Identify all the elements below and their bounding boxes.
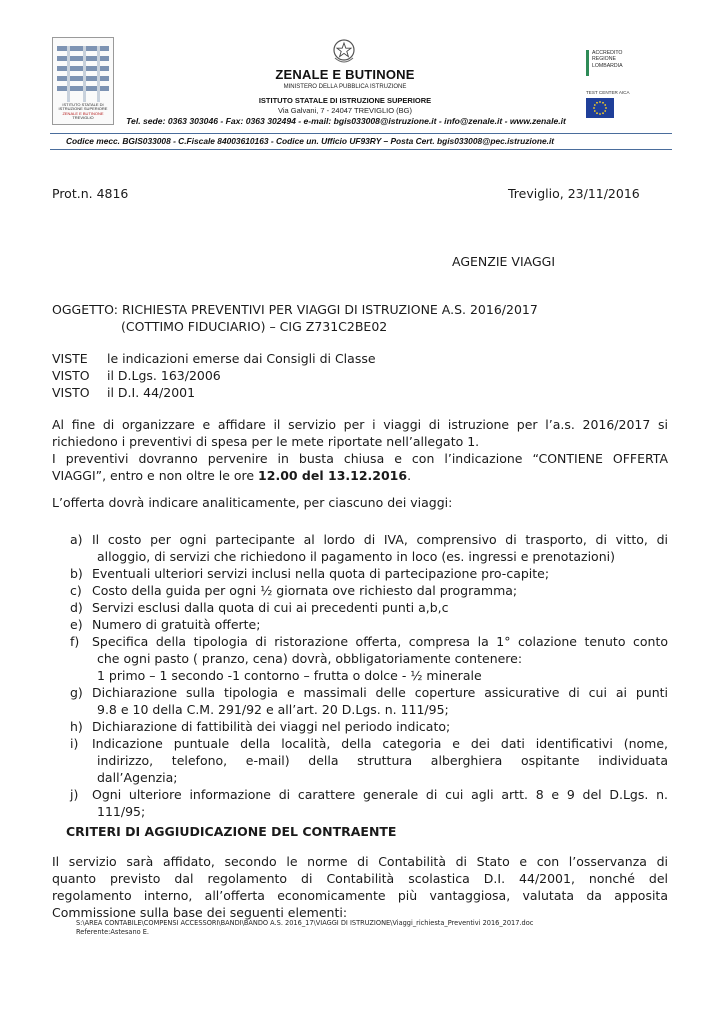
letterhead-divider-bottom bbox=[50, 149, 672, 150]
ministry-name: MINISTERO DELLA PUBBLICA ISTRUZIONE bbox=[283, 84, 407, 90]
list-item: d) Servizi esclusi dalla quota di cui ai precedenti punti a,b,c bbox=[70, 600, 449, 615]
protocol-number: Prot.n. 4816 bbox=[52, 186, 129, 201]
list-item: i) Indicazione puntuale della località, della categoria e dei dati identificativi (nome, indirizzo, telefono, e-mail) della struttura alberghiera ospitante individuata dall’Agenzia; bbox=[70, 736, 668, 785]
school-codes: Codice mecc. BGIS033008 - C.Fiscale 84003610163 - Codice un. Ufficio UF93RY – Posta Cert. bgis033008@pec.istruzione.it bbox=[66, 136, 555, 146]
referent-footer: Referente:Astesano E. bbox=[76, 928, 150, 936]
school-name: ZENALE E BUTINONE bbox=[275, 67, 415, 82]
request-paragraph: Al fine di organizzare e affidare il servizio per i viaggi di istruzione per l’a.s. 2016/2017 si richiedono i preventivi di spesa per le mete riportate nell’allegato 1. I preventivi dovranno pervenire in busta chiusa e con l’indicazione “CONTIENE OFFERTA VIAGGI”, entro e non oltre le ore 12.00 del 13.12.2016. bbox=[52, 417, 668, 483]
place-date: Treviglio, 23/11/2016 bbox=[508, 186, 640, 201]
list-item: e) Numero di gratuità offerte; bbox=[70, 617, 261, 632]
list-item: a) Il costo per ogni partecipante al lordo di IVA, comprensivo di trasporto, di vitto, di alloggio, di servizi che richiedono il pagamento in loco (es. ingressi e prenotazioni) bbox=[70, 532, 668, 564]
reference-item: VISTO il D.Lgs. 163/2006 bbox=[52, 368, 221, 383]
reference-item: VISTO il D.I. 44/2001 bbox=[52, 385, 196, 400]
logo-caption: ISTITUTO STATALE DI ISTRUZIONE SUPERIORE ZENALE E BUTINONE TREVIGLIO bbox=[58, 101, 108, 121]
school-contacts: Tel. sede: 0363 303046 - Fax: 0363 302494 - e-mail: bgis033008@istruzione.it - info@zenale.it - www.zenale.it bbox=[126, 116, 566, 126]
file-path-footer: S:\AREA CONTABILE\COMPENSI ACCESSORI\BANDI\BANDO A.S. 2016_17\VIAGGI DI ISTRUZIONE\Viaggi_richiesta_Preventivi 2016_2017.doc bbox=[76, 919, 534, 927]
requirements-list bbox=[70, 531, 668, 820]
letterhead-divider bbox=[50, 133, 672, 134]
subject-line: OGGETTO: RICHIESTA PREVENTIVI PER VIAGGI DI ISTRUZIONE A.S. 2016/2017 bbox=[52, 302, 538, 317]
criteria-paragraph: Il servizio sarà affidato, secondo le norme di Contabilità di Stato e con l’osservanza di quanto previsto dal regolamento di Contabilità scolastica D.I. 44/2001, nonché del regolamento interno, all’offerta economicamente più vantaggiosa, valutata da apposita Commissione sulla base dei seguenti elementi: bbox=[52, 854, 668, 920]
reference-item: VISTE le indicazioni emerse dai Consigli di Classe bbox=[52, 351, 376, 366]
institute-type: ISTITUTO STATALE DI ISTRUZIONE SUPERIORE bbox=[258, 96, 432, 105]
list-item: h) Dichiarazione di fattibilità dei viaggi nel periodo indicato; bbox=[70, 719, 451, 734]
recipient: AGENZIE VIAGGI bbox=[452, 254, 556, 269]
list-item: g) Dichiarazione sulla tipologia e massimali delle coperture assicurative di cui ai punti 9.8 e 10 della C.M. 291/92 e all’art. 20 D.Lgs. n. 111/95; bbox=[70, 685, 668, 717]
republic-emblem-icon bbox=[331, 38, 357, 66]
list-item: b) Eventuali ulteriori servizi inclusi nella quota di partecipazione pro-capite; bbox=[70, 566, 550, 581]
subject-line-continued: (COTTIMO FIDUCIARIO) – CIG Z731C2BE02 bbox=[121, 319, 388, 334]
list-item: f) Specifica della tipologia di ristorazione offerta, compresa la 1° colazione tenuto conto che ogni pasto ( pranzo, cena) dovrà, obbligatoriamente contenere: 1 primo – 1 secondo -1 contorno – frutta o dolce - ½ minerale bbox=[70, 634, 668, 683]
list-item: j) Ogni ulteriore informazione di carattere generale di cui agli artt. 8 e 9 del D.Lgs. n. 111/95; bbox=[70, 787, 668, 819]
school-address: Via Galvani, 7 - 24047 TREVIGLIO (BG) bbox=[278, 106, 412, 115]
accreditation-mark bbox=[586, 50, 589, 76]
accreditation-label: ACCREDITO REGIONE LOMBARDIA bbox=[592, 50, 623, 69]
school-logo bbox=[52, 37, 114, 125]
eu-flag-icon bbox=[586, 98, 614, 118]
list-item: c) Costo della guida per ogni ½ giornata ove richiesto dal programma; bbox=[70, 583, 518, 598]
criteria-heading: CRITERI DI AGGIUDICAZIONE DEL CONTRAENTE bbox=[66, 824, 397, 839]
offer-intro: L’offerta dovrà indicare analiticamente, per ciascuno dei viaggi: bbox=[52, 495, 453, 510]
deadline: 12.00 del 13.12.2016 bbox=[258, 468, 408, 483]
test-center-label: TEST CENTER AICA bbox=[586, 90, 630, 95]
